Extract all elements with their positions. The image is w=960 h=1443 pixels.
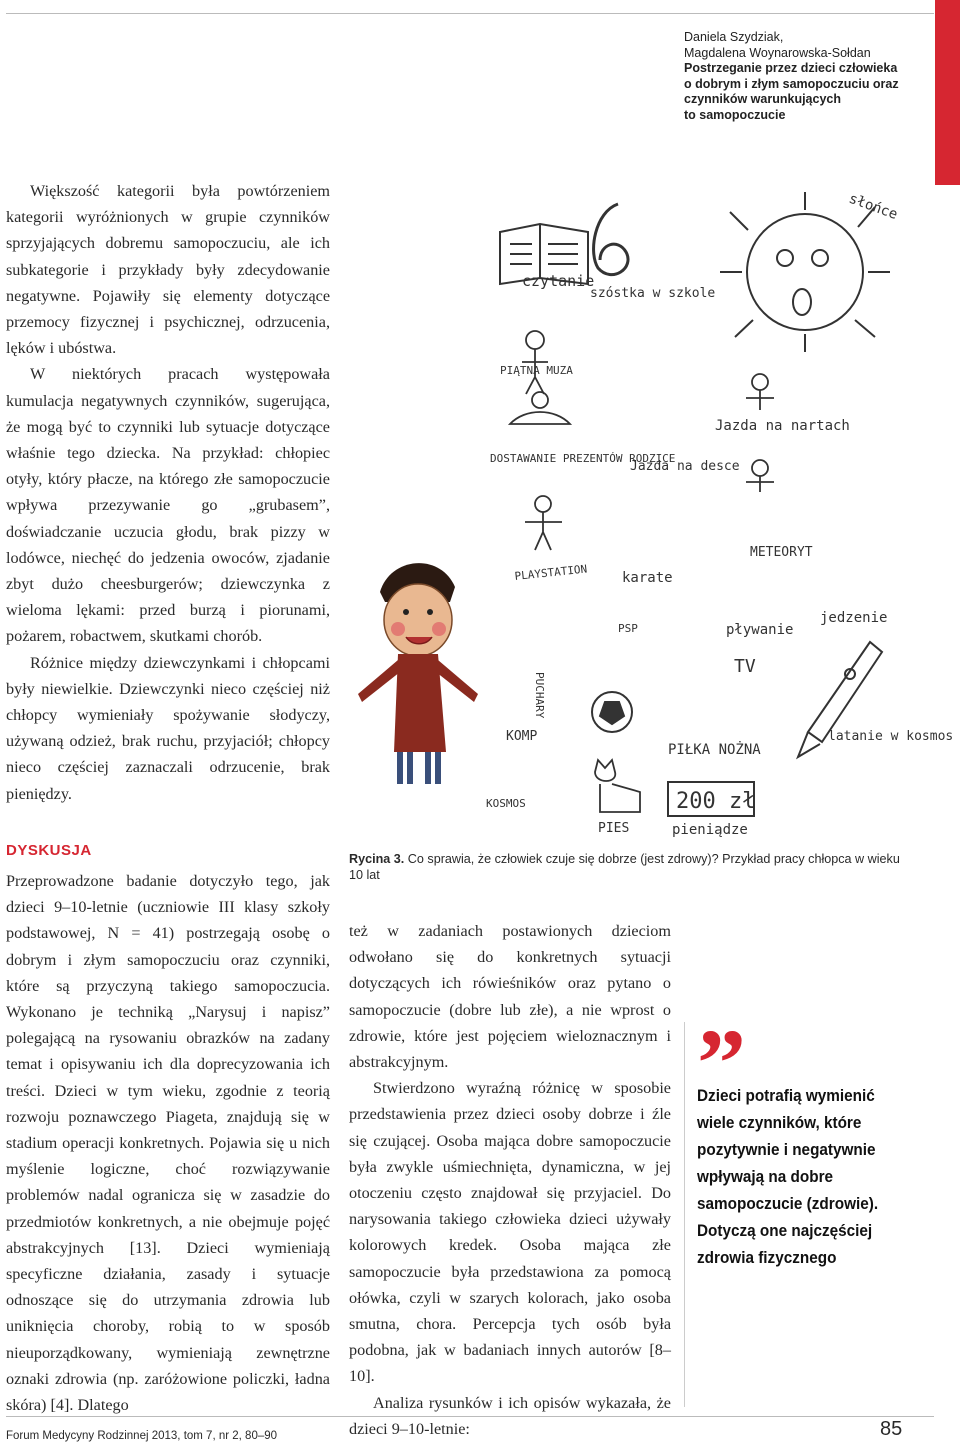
pullquote-divider: [684, 1022, 685, 1407]
article-title-line-2: o dobrym i złym samopoczuciu oraz: [684, 76, 899, 91]
drawing-label: PIĄTNA MUZA: [500, 364, 573, 377]
drawing-label: Jazda na desce: [630, 459, 740, 474]
journal-footer: Forum Medycyny Rodzinnej 2013, tom 7, nr 2, 80–90: [6, 1430, 278, 1442]
bottom-rule: [6, 1416, 934, 1417]
drawing-label: czytanie: [522, 272, 595, 290]
author-2: Magdalena Woynarowska-Sołdan: [684, 45, 871, 60]
drawing-label: TV: [734, 656, 756, 677]
section-heading: DYSKUSJA: [6, 842, 92, 859]
accent-bar: [935, 0, 960, 185]
column-3-text: [349, 918, 671, 1442]
paragraph: Przeprowadzone badanie dotyczyło tego, jak dzieci 9–10-letnie (uczniowie III klasy szkoły podstawowej, N = 41) postrzegają osobę o dobrym i złym samopoczuciu oraz czynniki, które są przyczyną takiego samopoczucia. Wykonano je techniką „Narysuj i napisz” polegającą na rysowaniu obrazków na zadany temat i opisywaniu ich dla doprecyzowania ich treści. Dzieci w tym wieku, zgodnie z teorią rozwoju poznawczego Piageta, znajdują się w stadium operacji konkretnych. Pojawia się u nich myślenie logiczne, choć rozwiązywanie problemów nadal ogranicza się w zasadzie do przedmiotów konkretnych, a nie obejmuje pojęć abstrakcyjnych [13]. Dzieci wymieniają specyficzne działania, zasady i sytuacje odnoszące się do utrzymania zdrowia lub uniknięcia choroby, robią to w sposób nieuporządkowany, wymieniają zewnętrzne oznaki zdrowia (np. zaróżowione policzki, ładna skóra) [4]. Dlatego: [6, 872, 330, 1415]
article-title-line-4: to samopoczucie: [684, 107, 786, 122]
drawing-label: pieniądze: [672, 822, 748, 838]
paragraph: Stwierdzono wyraźną różnicę w sposobie przedstawienia przez dzieci osoby dobrze i źle się czującej. Osoba mająca dobre samopoczucie była zwykle uśmiechnięta, dynamiczna, w jej otoczeniu często znajdował się przyjaciel. Do narysowania takiego człowieka dzieci używały kolorowych kredek. Osoba mająca złe samopoczucie była przedstawiona za pomocą ołówka, czyli w szarych kolorach, jako osoba smutna, chora. Percepcja tych osób była podobna, jak w badaniach innych autorów [8–10].: [349, 1079, 671, 1386]
paragraph: też w zadaniach postawionych dzieciom odwołano się do konkretnych sytuacji dotyczących ich rówieśników oraz pytano o samopoczucie (dobre lub złe), a nie wprost o zdrowie, które jest pojęciem wieloznacznym i abstrakcyjnym.: [349, 922, 671, 1072]
drawing-label: PUCHARY: [533, 672, 546, 719]
drawing-label: latanie w kosmos: [828, 729, 954, 744]
drawing-label: jedzenie: [820, 610, 888, 626]
page-number: 85: [880, 1418, 903, 1440]
smiling-boy-figure: [358, 563, 478, 784]
child-drawing-figure: [350, 172, 954, 840]
drawing-label: METEORYT: [750, 545, 813, 560]
author-1: Daniela Szydziak,: [684, 30, 784, 44]
paragraph: Analiza rysunków i ich opisów wykazała, że dzieci 9–10-letnie:: [349, 1393, 671, 1438]
quote-mark-icon: ”: [697, 1010, 746, 1118]
drawing-label: KOSMOS: [486, 797, 526, 810]
article-title-line-1: Postrzeganie przez dzieci człowieka: [684, 61, 898, 75]
column-1-text: [6, 178, 330, 807]
drawing-label: karate: [622, 570, 673, 586]
running-header: [684, 30, 932, 123]
top-rule: [6, 13, 934, 14]
drawing-label: pływanie: [726, 622, 794, 638]
drawing-label: szóstka w szkole: [590, 286, 716, 301]
cat-icon: [595, 760, 640, 812]
column-2-text: [6, 868, 330, 1418]
pull-quote: Dzieci potrafią wymienić wiele czynników, które pozytywnie i negatywnie wpływają na dobre samopoczucie (zdrowie). Dotyczą one najczęściej zdrowia fizycznego: [697, 1086, 879, 1267]
drawing-label: PLAYSTATION: [513, 562, 588, 583]
grade-six-icon: [594, 204, 628, 275]
paragraph: Różnice między dziewczynkami i chłopcami były niewielkie. Dziewczynki nieco częściej niż chłopcy wymieniały spożywanie słodyczy, używaną odzież, brak ruchu, przyjaciół; chłopcy nieco częściej zaznaczali odrzucenie, brak pieniędzy.: [6, 653, 330, 803]
sun-icon: [720, 192, 890, 352]
drawing-label: DOSTAWANIE PREZENTÓW RODZICE: [490, 452, 676, 465]
drawing-label: PIŁKA NOŻNA: [668, 742, 761, 758]
article-title-line-3: czynników warunkujących: [684, 92, 841, 106]
soccer-ball-icon: [592, 692, 632, 732]
caption-text: Co sprawia, że człowiek czuje się dobrze (jest zdrowy)? Przykład pracy chłopca w wieku 10 lat: [349, 852, 900, 882]
paragraph: W niektórych pracach występowała kumulacja negatywnych czynników, sugerująca, że mogą być to czynniki lub sytuacje dotyczące właśnie tego dziecka. Na przykład: chłopiec otyły, który płacze, na którego złe samopoczucie wpływa przezywanie go „grubasem”, doświadczanie uczucia głodu, brak pizzy w lodówce, niechęć do jedzenia owoców, zjadanie zbyt dużo cheesburgerów; dziewczynka z wieloma lękami: przed burzą i piorunami, pożarem, robactwem, skutkami chorób.: [6, 365, 330, 646]
caption-label: Rycina 3.: [349, 852, 405, 866]
drawing-label: KOMP: [506, 729, 538, 744]
drawing-label: 200 zł: [676, 789, 756, 814]
drawing-label: PSP: [618, 622, 638, 635]
figure-caption: [349, 852, 909, 883]
paragraph: Większość kategorii była powtórzeniem kategorii wyróżnionych w grupie czynników sprzyjających dobremu samopoczuciu, ale ich subkategorie i przykłady były zdecydowanie negatywne. Pojawiły się elementy dotyczące przemocy fizycznej i psychicznej, odrzucenia, lęków i ubóstwa.: [6, 182, 330, 358]
drawing-label: Jazda na nartach: [715, 418, 850, 434]
drawing-label: PIES: [598, 821, 630, 836]
drawing-label: słońce: [846, 190, 900, 224]
